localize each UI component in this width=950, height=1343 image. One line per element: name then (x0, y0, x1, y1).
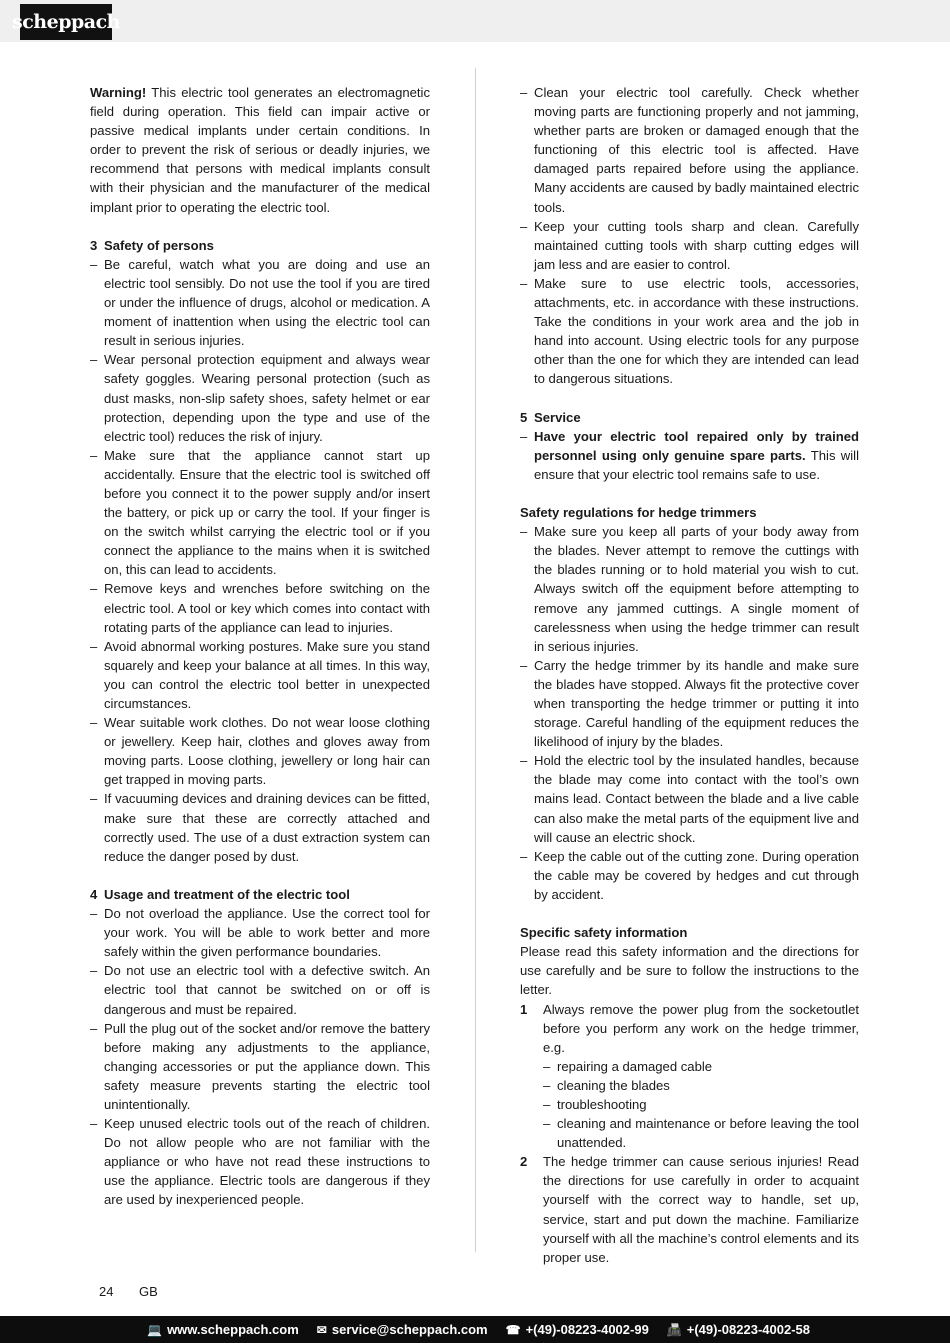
service-text: This will ensure that your electric tool remains safe to use. (534, 447, 859, 482)
top-bar (0, 0, 950, 42)
list-item: – Make sure that the appliance cannot start up accidentally. Ensure that the electric tool is switched off before you connect it to the power supply and/or insert the battery, or pick up or carry the tool. If your finger is on the switch whilst carrying the electric tool or if you connect the appliance to the mains when it is switched on, this can lead to accidents. (90, 447, 430, 578)
section-title: Safety of persons (104, 237, 214, 253)
list-item: – Make sure you keep all parts of your body away from the blades. Never attempt to remove the cuttings with the blades running or to hold material you wish to cut. Always switch off the equipment before attempting to remove any jammed cuttings. A single moment of carelessness when using the hedge trimmer can result in serious injuries. (520, 524, 859, 654)
list-item: – Clean your electric tool carefully. Check whether moving parts are functioning properly and not jamming, whether parts are broken or damaged enough that the functioning of this electric tool is affected. Have damaged parts repaired before using the appliance. Many accidents are caused by badly maintained electric tools. (520, 85, 859, 215)
list-item: – Avoid abnormal working postures. Make sure you stand squarely and keep your balance at all times. In this way, you can control the electric tool better in unexpected circumstances. (90, 638, 430, 711)
right-column (520, 83, 859, 1267)
footer-phone: ☎ +(49)-08223-4002-99 (505, 1322, 649, 1337)
section-title: Usage and treatment of the electric tool (104, 886, 350, 902)
phone-icon: ☎ (505, 1322, 521, 1337)
hedge-trimmer-heading: Safety regulations for hedge trimmers (520, 505, 757, 521)
section-heading-safety-of-persons (90, 236, 430, 255)
list-item: – Wear suitable work clothes. Do not wear loose clothing or jewellery. Keep hair, clothes and gloves away from moving parts. Loose clothing, jewellery or long hair can get trapped in moving parts. (90, 715, 430, 788)
monitor-icon: 💻 (147, 1322, 163, 1337)
list-item: – Carry the hedge trimmer by its handle and make sure the blades have stopped. Always fit the protective cover when transporting the hedge trimmer or putting it into storage. Careful handling of the equipment reduces the likelihood of injury by the blades. (520, 657, 859, 750)
section-number: 3 (90, 237, 98, 253)
list-item: – Be careful, watch what you are doing and use an electric tool sensibly. Do not use the tool if you are tired or under the influence of drugs, alcohol or medication. A moment of inattention when using the electric tool can result in serious injuries. (90, 256, 430, 349)
specific-intro: Please read this safety information and the directions for use carefully and be sure to follow the instructions to the letter. (520, 944, 859, 998)
list-item: – Do not overload the appliance. Use the correct tool for your work. You will be able to work better and more safely within the given performance boundaries. (90, 906, 430, 960)
list-item: – Have your electric tool repaired only by trained personnel using only genuine spare parts. This will ensure that your electric tool remains safe to use. (520, 428, 859, 482)
list-item: – If vacuuming devices and draining devices can be fitted, make sure that these are correctly attached and correctly used. The use of a dust extraction system can reduce the danger posed by dust. (90, 791, 430, 864)
service-bold-text: Have your electric tool repaired only by trained personnel using only genuine spare parts. (534, 428, 859, 463)
list-item: – Do not use an electric tool with a defective switch. An electric tool that cannot be switched on or off is dangerous and must be repaired. (90, 963, 430, 1017)
section-number: 5 (520, 409, 528, 425)
section-number: 4 (90, 886, 98, 902)
warning-text: This electric tool generates an electromagnetic field during operation. This field can impair active or passive medical implants under certain conditions. In order to prevent the risk of serious or deadly injuries, we recommend that persons with medical implants consult with their physician and the manufacturer of the medical implant prior to operating the electric tool. (90, 85, 431, 215)
sub-list-item: – cleaning the blades (543, 1077, 670, 1093)
column-divider (475, 68, 476, 1252)
fax-icon: 📠 (666, 1322, 682, 1337)
section-title: Service (534, 409, 581, 425)
page-number: 24 (99, 1284, 114, 1299)
list-item: – Pull the plug out of the socket and/or remove the battery before making any adjustments to the appliance, changing accessories or put the appliance down. This safety measure prevents starting the electric tool unintentionally. (90, 1020, 430, 1112)
list-item: – Make sure to use electric tools, accessories, attachments, etc. in accordance with these instructions. Take the conditions in your work area and the job in hand into account. Using electric tools for any purpose other than the one for which they are intended can lead to dangerous situations. (520, 275, 859, 387)
list-item: – Hold the electric tool by the insulated handles, because the blade may come into contact with the tool’s own mains lead. Contact between the blade and a live cable can also make the metal parts of the equipment live and will cause an electric shock. (520, 753, 859, 845)
warning-paragraph (90, 83, 430, 217)
list-item: – Keep your cutting tools sharp and clean. Carefully maintained cutting tools with sharp cutting edges will jam less and are easier to control. (520, 218, 859, 272)
list-item: – Keep the cable out of the cutting zone. During operation the cable may be covered by hedges and cut through by accident. (520, 848, 859, 902)
numbered-item: 2 The hedge trimmer can cause serious injuries! Read the directions for use carefully in order to acquaint yourself with the correct way to handle, set up, service, start and put down the machine. Familiarize yourself with all the machine’s control elements and its proper use. (520, 1154, 859, 1265)
list-item: – Keep unused electric tools out of the reach of children. Do not allow people who are not familiar with the appliance or who have not read these instructions to use the appliance. Electric tools are dangerous if they are used by inexperienced people. (90, 1116, 430, 1208)
page-language: GB (139, 1284, 158, 1299)
footer-bar (0, 1316, 950, 1343)
section-heading-service (520, 408, 859, 427)
sub-list-item: – cleaning and maintenance or before leaving the tool unattended. (543, 1116, 859, 1151)
list-item: – Remove keys and wrenches before switching on the electric tool. A tool or key which comes into contact with rotating parts of the appliance can lead to injuries. (90, 581, 430, 635)
footer-email[interactable]: ✉ service@scheppach.com (316, 1322, 488, 1337)
sub-list-item: – troubleshooting (543, 1096, 647, 1112)
brand-logo: scheppach (20, 4, 112, 40)
specific-safety-heading: Specific safety information (520, 925, 688, 941)
warning-label: Warning! (90, 85, 147, 100)
numbered-item: 1 Always remove the power plug from the socketoutlet before you perform any work on the hedge trimmer, e.g. (520, 1001, 859, 1055)
mail-icon: ✉ (316, 1322, 327, 1337)
list-item: – Wear personal protection equipment and always wear safety goggles. Wearing personal protection (such as dust masks, non-slip safety shoes, safety helmet or ear protection, depending upon the type and use of the electric tool) reduces the risk of injury. (90, 352, 430, 444)
sub-list-item: – repairing a damaged cable (543, 1058, 713, 1074)
left-column (90, 83, 430, 1210)
section-heading-usage (90, 885, 430, 904)
footer-website[interactable]: 💻 www.scheppach.com (147, 1322, 299, 1337)
footer-fax: 📠 +(49)-08223-4002-58 (666, 1322, 810, 1337)
